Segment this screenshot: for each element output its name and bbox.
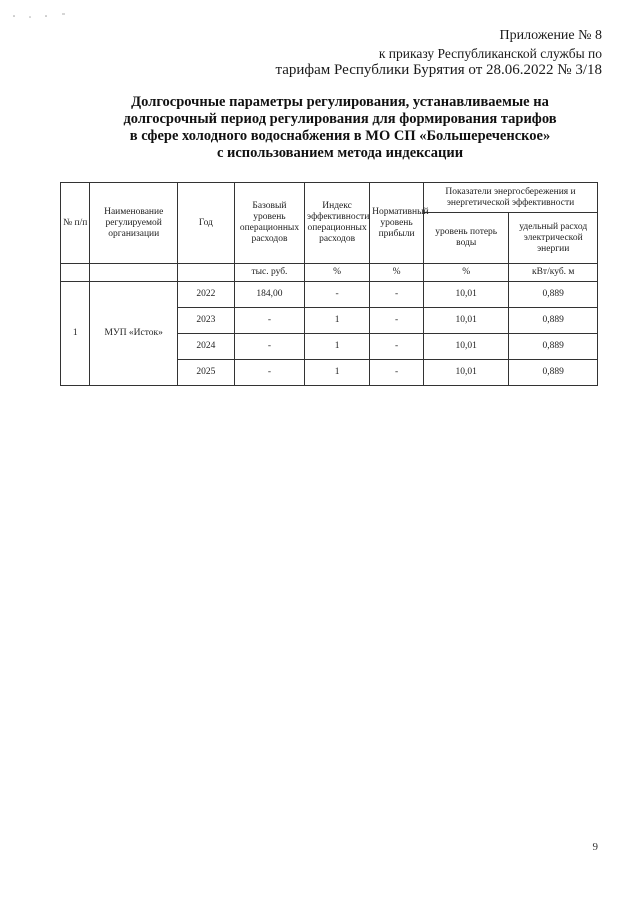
header-water-loss: уровень потерь воды [424, 213, 509, 264]
normative-profit-cell: - [370, 334, 424, 360]
normative-profit-cell: - [370, 360, 424, 386]
header-energy-indicators: Показатели энергосбережения и энергетической эффективности [424, 183, 598, 213]
base-opex-cell: - [234, 334, 304, 360]
unit-water-loss: % [424, 264, 509, 282]
header-year: Год [177, 183, 234, 264]
unit-electricity: кВт/куб. м [509, 264, 598, 282]
table-units-row [61, 264, 598, 282]
electricity-cell: 0,889 [509, 308, 598, 334]
unit-base-opex: тыс. руб. [234, 264, 304, 282]
efficiency-index-cell: 1 [305, 334, 370, 360]
electricity-cell: 0,889 [509, 282, 598, 308]
water-loss-cell: 10,01 [424, 282, 509, 308]
units-cell-empty [177, 264, 234, 282]
header-efficiency-index: Индекс эффективности операционных расходов [305, 183, 370, 264]
appendix-label: Приложение № 8 [499, 28, 602, 43]
water-loss-cell: 10,01 [424, 308, 509, 334]
regulation-parameters-table [60, 182, 598, 386]
efficiency-index-cell: 1 [305, 308, 370, 334]
organization-name: МУП «Исток» [90, 282, 177, 386]
efficiency-index-cell: 1 [305, 360, 370, 386]
unit-efficiency-index: % [305, 264, 370, 282]
base-opex-cell: - [234, 308, 304, 334]
header-electricity-consumption: удельный расход электрической энергии [509, 213, 598, 264]
order-date-number: тарифам Республики Бурятия от 28.06.2022 № 3/18 [275, 62, 602, 78]
year-cell: 2022 [177, 282, 234, 308]
scan-artifact-marks [10, 8, 80, 22]
table-row [61, 282, 598, 308]
header-normative-profit: Нормативный уровень прибыли [370, 183, 424, 264]
year-cell: 2024 [177, 334, 234, 360]
table-header-row [61, 183, 598, 213]
header-organization: Наименование регулируемой организации [90, 183, 177, 264]
document-title [60, 94, 620, 162]
year-cell: 2025 [177, 360, 234, 386]
unit-normative-profit: % [370, 264, 424, 282]
row-number: 1 [61, 282, 90, 386]
units-cell-empty [61, 264, 90, 282]
normative-profit-cell: - [370, 308, 424, 334]
title-line: с использованием метода индексации [216, 145, 464, 161]
base-opex-cell: 184,00 [234, 282, 304, 308]
order-reference: к приказу Республиканской службы по [378, 46, 602, 61]
title-line: Долгосрочные параметры регулирования, устанавливаемые на [131, 94, 549, 110]
page-number: 9 [592, 841, 598, 853]
normative-profit-cell: - [370, 282, 424, 308]
water-loss-cell: 10,01 [424, 334, 509, 360]
electricity-cell: 0,889 [509, 360, 598, 386]
efficiency-index-cell: - [305, 282, 370, 308]
title-line: долгосрочный период регулирования для формирования тарифов [123, 111, 557, 127]
title-line: в сфере холодного водоснабжения в МО СП «Большереченское» [129, 128, 551, 144]
electricity-cell: 0,889 [509, 334, 598, 360]
base-opex-cell: - [234, 360, 304, 386]
header-base-opex: Базовый уровень операционных расходов [234, 183, 304, 264]
units-cell-empty [90, 264, 177, 282]
water-loss-cell: 10,01 [424, 360, 509, 386]
header-row-number: № п/п [61, 183, 90, 264]
year-cell: 2023 [177, 308, 234, 334]
